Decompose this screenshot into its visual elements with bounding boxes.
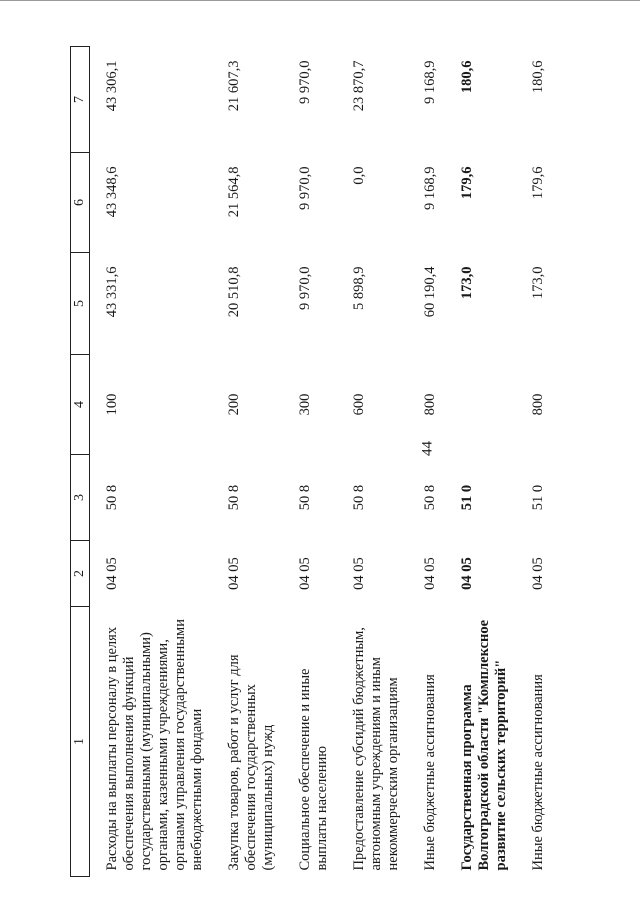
cell-c2: 04 05: [422, 557, 438, 590]
cell-c4: [445, 355, 516, 455]
rotated-table-container: [70, 37, 640, 877]
cell-c6: 9 970,0: [297, 166, 313, 210]
cell-c2: 04 05: [459, 557, 475, 590]
cell-c7: 21 607,3: [226, 60, 242, 112]
page-number: 44: [419, 441, 436, 456]
table-row: [283, 47, 337, 877]
cell-c3: 50 8: [351, 484, 367, 511]
top-rule: [0, 0, 640, 1]
cell-c6: 43 348,6: [104, 166, 120, 218]
header-col-4: 4: [71, 355, 90, 455]
cell-c5: 5 898,9: [351, 266, 367, 310]
table-row: [445, 47, 516, 877]
cell-c2: 04 05: [104, 557, 120, 590]
cell-c5: 43 331,6: [104, 266, 120, 318]
cell-c2: 04 05: [351, 557, 367, 590]
cell-c6: 0,0: [351, 166, 367, 185]
header-col-5: 5: [71, 253, 90, 355]
cell-c7: 9 168,9: [422, 60, 438, 104]
cell-c5: 173,0: [530, 266, 546, 300]
cell-c5: 60 190,4: [422, 266, 438, 318]
header-col-7: 7: [71, 47, 90, 153]
cell-c4: 600: [351, 393, 367, 416]
cell-c7: 180,6: [530, 60, 546, 94]
table-row: [212, 47, 283, 877]
header-col-2: 2: [71, 541, 90, 607]
cell-c4: 800: [422, 393, 438, 416]
cell-name: Предоставление субсидий бюджетным, автономным учреждениям и иным некоммерческим организациям: [351, 627, 401, 871]
cell-c4: 800: [530, 393, 546, 416]
table-row: [337, 47, 408, 877]
cell-c3: 51 0: [459, 484, 475, 511]
cell-name: Закупка товаров, работ и услуг для обеспечения государственных (муниципальных) нужд: [226, 654, 276, 871]
header-col-3: 3: [71, 455, 90, 541]
header-row: [71, 47, 90, 877]
cell-c3: 50 8: [104, 484, 120, 511]
cell-name: Расходы на выплаты персоналу в целях обеспечения выполнения функций государственными (муниципальными) органами, казенными учреждениями, органами управления государственными внебюджетными фондами: [104, 619, 205, 871]
cell-name: Социальное обеспечение и иные выплаты населению: [297, 668, 330, 871]
table-row: [408, 47, 445, 877]
cell-c2: 04 05: [226, 557, 242, 590]
cell-c7: 180,6: [459, 60, 475, 94]
cell-c6: 21 564,8: [226, 166, 242, 218]
cell-c4: 300: [297, 393, 313, 416]
cell-c3: 50 8: [226, 484, 242, 511]
cell-c6: 9 168,9: [422, 166, 438, 210]
cell-c4: 100: [104, 393, 120, 416]
budget-table: [70, 46, 553, 877]
cell-name: Иные бюджетные ассигнования: [530, 674, 546, 871]
cell-name: Государственная программа Волгоградской области "Комплексное развитие сельских территорий": [459, 619, 509, 871]
cell-c5: 173,0: [459, 266, 475, 300]
cell-c5: 9 970,0: [297, 266, 313, 310]
cell-c7: 23 870,7: [351, 60, 367, 112]
table-body: [90, 47, 554, 877]
cell-c7: 9 970,0: [297, 60, 313, 104]
cell-c5: 20 510,8: [226, 266, 242, 318]
cell-c7: 43 306,1: [104, 60, 120, 112]
table-row: [516, 47, 553, 877]
table-row: [90, 47, 213, 877]
header-col-6: 6: [71, 153, 90, 253]
cell-c3: 50 8: [422, 484, 438, 511]
header-col-1: 1: [71, 607, 90, 877]
cell-c3: 50 8: [297, 484, 313, 511]
cell-c2: 04 05: [297, 557, 313, 590]
cell-c6: 179,6: [459, 166, 475, 200]
cell-c2: 04 05: [530, 557, 546, 590]
cell-c6: 179,6: [530, 166, 546, 200]
cell-c3: 51 0: [530, 484, 546, 511]
cell-name: Иные бюджетные ассигнования: [422, 674, 438, 871]
cell-c4: 200: [226, 393, 242, 416]
